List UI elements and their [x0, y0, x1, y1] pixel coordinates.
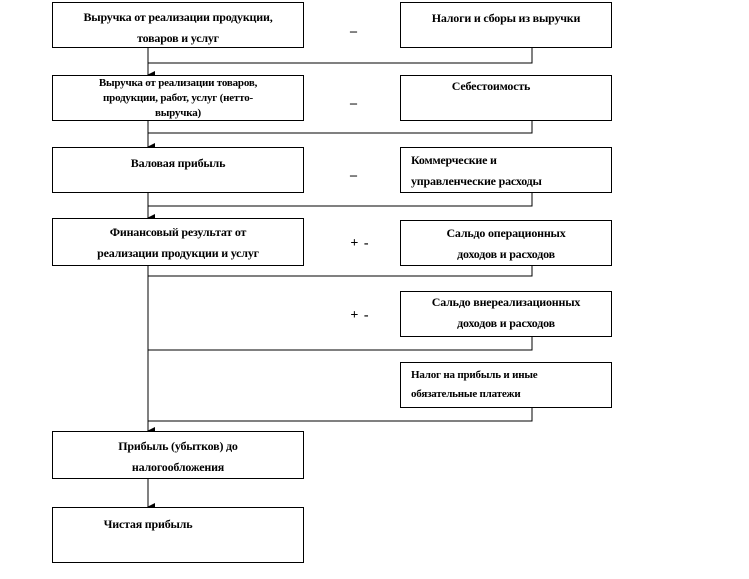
- box-text-line: товаров и услуг: [137, 31, 219, 45]
- box-profit-tax: [400, 362, 612, 408]
- operator-plus-minus-2: + -: [350, 308, 370, 323]
- box-text-line: Выручка от реализации товаров,: [98, 77, 258, 89]
- box-text-line: продукции, работ, услуг (нетто-: [103, 92, 253, 104]
- box-text-line: Сальдо внереализационных: [431, 295, 581, 309]
- box-net-revenue: [52, 75, 304, 121]
- connector-profit-tax: [148, 408, 532, 421]
- box-text-line: реализации продукции и услуг: [97, 246, 259, 260]
- operator-minus-1: –: [350, 24, 358, 39]
- box-text-line: налогообложения: [131, 460, 225, 474]
- box-text-line: Выручка от реализации продукции,: [83, 10, 273, 24]
- box-text-line: Чистая прибыль: [103, 517, 193, 531]
- box-text-line: Коммерческие и: [411, 153, 497, 167]
- connector-cost: [148, 121, 532, 133]
- box-text-line: управленческие расходы: [411, 174, 542, 188]
- box-taxes-from-revenue: [400, 2, 612, 48]
- connector-taxes: [148, 48, 532, 63]
- box-text-line: выручка): [155, 107, 201, 119]
- connector-operating: [148, 266, 532, 276]
- box-sales-result: [52, 218, 304, 266]
- box-text-line: доходов и расходов: [457, 316, 555, 330]
- box-pretax-profit: [52, 431, 304, 479]
- box-net-profit: [52, 507, 304, 563]
- box-text-line: Налоги и сборы из выручки: [431, 11, 581, 25]
- box-text-line: Себестоимость: [451, 79, 531, 93]
- box-sales-revenue: [52, 2, 304, 48]
- box-text-line: обязательные платежи: [411, 388, 521, 400]
- operator-minus-2: –: [350, 96, 358, 111]
- box-text-line: Финансовый результат от: [109, 225, 247, 239]
- box-text-line: доходов и расходов: [457, 247, 555, 261]
- operator-minus-3: –: [350, 168, 358, 183]
- box-text-line: Сальдо операционных: [446, 226, 566, 240]
- box-gross-profit: [52, 147, 304, 193]
- box-operating-balance: [400, 220, 612, 266]
- box-text-line: Налог на прибыль и иные: [411, 369, 538, 381]
- box-nonoperating-balance: [400, 291, 612, 337]
- box-cost-of-sales: [400, 75, 612, 121]
- connector-commercial: [148, 193, 532, 206]
- operator-plus-minus-1: + -: [350, 236, 370, 251]
- box-text-line: Валовая прибыль: [130, 156, 226, 170]
- connector-nonoperating: [148, 337, 532, 350]
- box-commercial-admin-expenses: [400, 147, 612, 193]
- box-text-line: Прибыль (убытков) до: [118, 439, 238, 453]
